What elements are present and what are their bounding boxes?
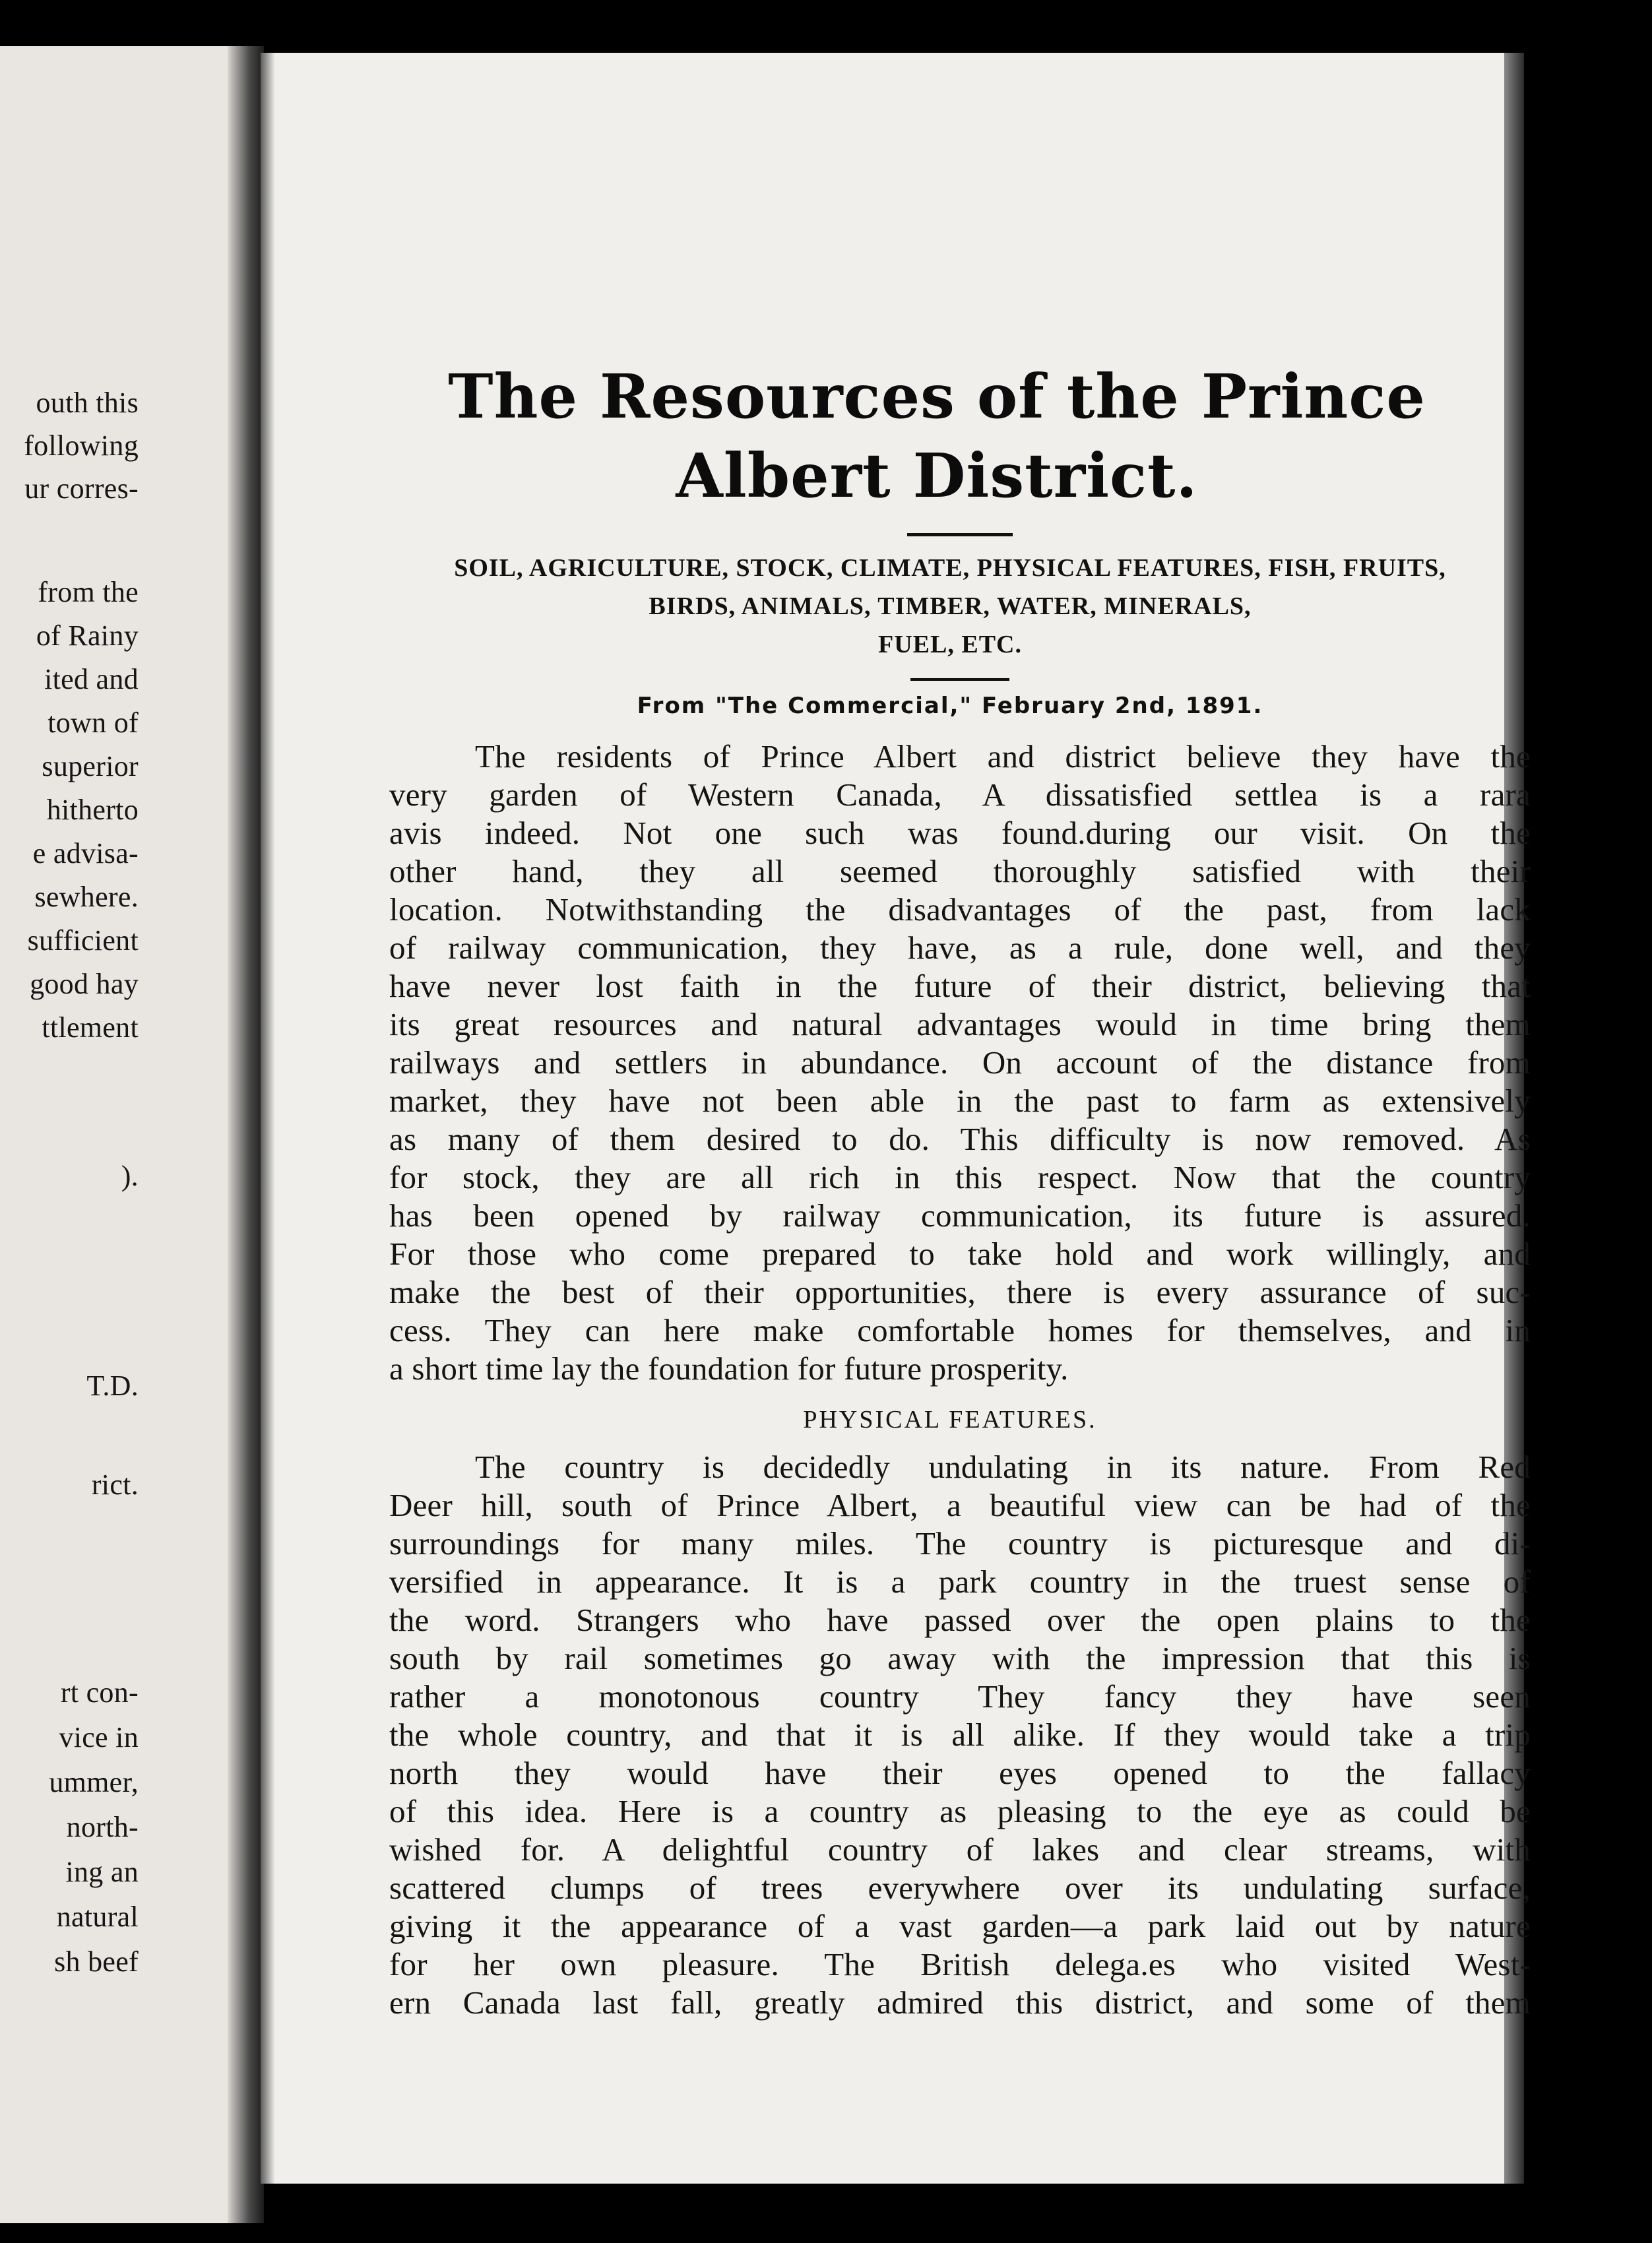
text-line: versified in appearance. It is a park country in the truest sense of — [389, 1564, 1531, 1600]
text-line: cess. They can here make comfortable homes for themselves, and in — [389, 1312, 1531, 1348]
text-line: a short time lay the foundation for future prosperity. — [389, 1350, 1069, 1387]
gutter-shadow — [261, 53, 275, 2184]
article-title-line-1: The Resources of the Prince — [448, 361, 1426, 432]
text-line: for her own pleasure. The British delega.es who visited West- — [389, 1946, 1531, 1982]
text-line: avis indeed. Not one such was found.during our visit. On the — [389, 815, 1531, 851]
section-heading: PHYSICAL FEATURES. — [803, 1406, 1097, 1434]
left-line: rt con- — [60, 1676, 139, 1709]
text-line: has been opened by railway communication, its future is assured. — [389, 1197, 1531, 1234]
text-line: ern Canada last fall, greatly admired this district, and some of them — [389, 1984, 1531, 2021]
text-line: railways and settlers in abundance. On account of the distance from — [389, 1044, 1531, 1081]
article-title-line-2: Albert District. — [676, 440, 1198, 511]
left-line: following — [24, 429, 139, 462]
text-line: other hand, they all seemed thoroughly satisfied with their — [389, 853, 1531, 889]
text-line: surroundings for many miles. The country is picturesque and di- — [389, 1525, 1531, 1562]
text-line: For those who come prepared to take hold and work willingly, and — [389, 1236, 1531, 1272]
left-line: ummer, — [49, 1766, 139, 1798]
text-line: the whole country, and that it is all alike. If they would take a trip — [389, 1717, 1531, 1753]
text-line: Deer hill, south of Prince Albert, a beautiful view can be had of the — [389, 1487, 1531, 1523]
text-line: The residents of Prince Albert and district believe they have the — [475, 738, 1531, 774]
left-line: sufficient — [27, 924, 139, 957]
text-line: its great resources and natural advantages would in time bring them — [389, 1006, 1531, 1042]
left-line: hitherto — [46, 794, 139, 826]
left-line: rict. — [91, 1469, 139, 1501]
left-line: sewhere. — [34, 881, 139, 913]
left-line: superior — [42, 750, 139, 782]
text-line: location. Notwithstanding the disadvantages of the past, from lack — [389, 891, 1531, 928]
left-line: sh beef — [54, 1945, 139, 1978]
left-line: from the — [38, 576, 139, 608]
text-line: wished for. A delightful country of lakes and clear streams, with — [389, 1831, 1531, 1868]
text-line: of railway communication, they have, as a rule, done well, and they — [389, 930, 1531, 966]
text-line: rather a monotonous country They fancy they have seen — [389, 1678, 1531, 1715]
subhead-rule — [910, 678, 1009, 681]
text-line: north they would have their eyes opened to the fallacy — [389, 1755, 1531, 1791]
left-line: e advisa- — [32, 837, 139, 869]
text-line: giving it the appearance of a vast garden—a park laid out by nature — [389, 1908, 1531, 1944]
text-line: of this idea. Here is a country as pleasing to the eye as could be — [389, 1793, 1531, 1829]
text-line: as many of them desired to do. This difficulty is now removed. As — [389, 1121, 1531, 1157]
left-page-binding-edge — [228, 46, 264, 2223]
text-line: south by rail sometimes go away with the impression that this is — [389, 1640, 1531, 1676]
text-line: market, they have not been able in the past to farm as extensively — [389, 1083, 1531, 1119]
left-line: natural — [56, 1901, 139, 1933]
left-line: ttlement — [42, 1011, 139, 1044]
left-line: ing an — [65, 1856, 139, 1888]
text-line: for stock, they are all rich in this respect. Now that the country — [389, 1159, 1531, 1195]
text-line: very garden of Western Canada, A dissatisfied settlea is a rara — [389, 776, 1531, 813]
subhead-line-2: BIRDS, ANIMALS, TIMBER, WATER, MINERALS, — [649, 592, 1252, 620]
subhead-line-3: FUEL, ETC. — [878, 631, 1022, 658]
text-line: scattered clumps of trees everywhere over its undulating surface, — [389, 1870, 1531, 1906]
left-line: outh this — [36, 387, 139, 419]
title-rule — [907, 533, 1013, 536]
left-line: good hay — [30, 968, 139, 1000]
left-line: vice in — [59, 1721, 139, 1753]
left-page — [0, 46, 251, 2223]
text-line: the word. Strangers who have passed over the open plains to the — [389, 1602, 1531, 1638]
left-line: ited and — [44, 663, 139, 695]
left-line: north- — [66, 1811, 139, 1843]
left-line: T.D. — [86, 1370, 139, 1402]
subhead-line-1: SOIL, AGRICULTURE, STOCK, CLIMATE, PHYSICAL FEATURES, FISH, FRUITS, — [454, 554, 1446, 582]
left-line: of Rainy — [36, 619, 139, 652]
source-attribution: From "The Commercial," February 2nd, 1891. — [637, 693, 1263, 719]
left-line: town of — [48, 707, 139, 739]
text-line: make the best of their opportunities, there is every assurance of suc- — [389, 1274, 1531, 1310]
text-line: The country is decidedly undulating in its nature. From Red — [475, 1449, 1531, 1485]
left-line: ). — [121, 1160, 139, 1192]
left-line: ur corres- — [24, 472, 139, 505]
text-line: have never lost faith in the future of their district, believing that — [389, 968, 1531, 1004]
